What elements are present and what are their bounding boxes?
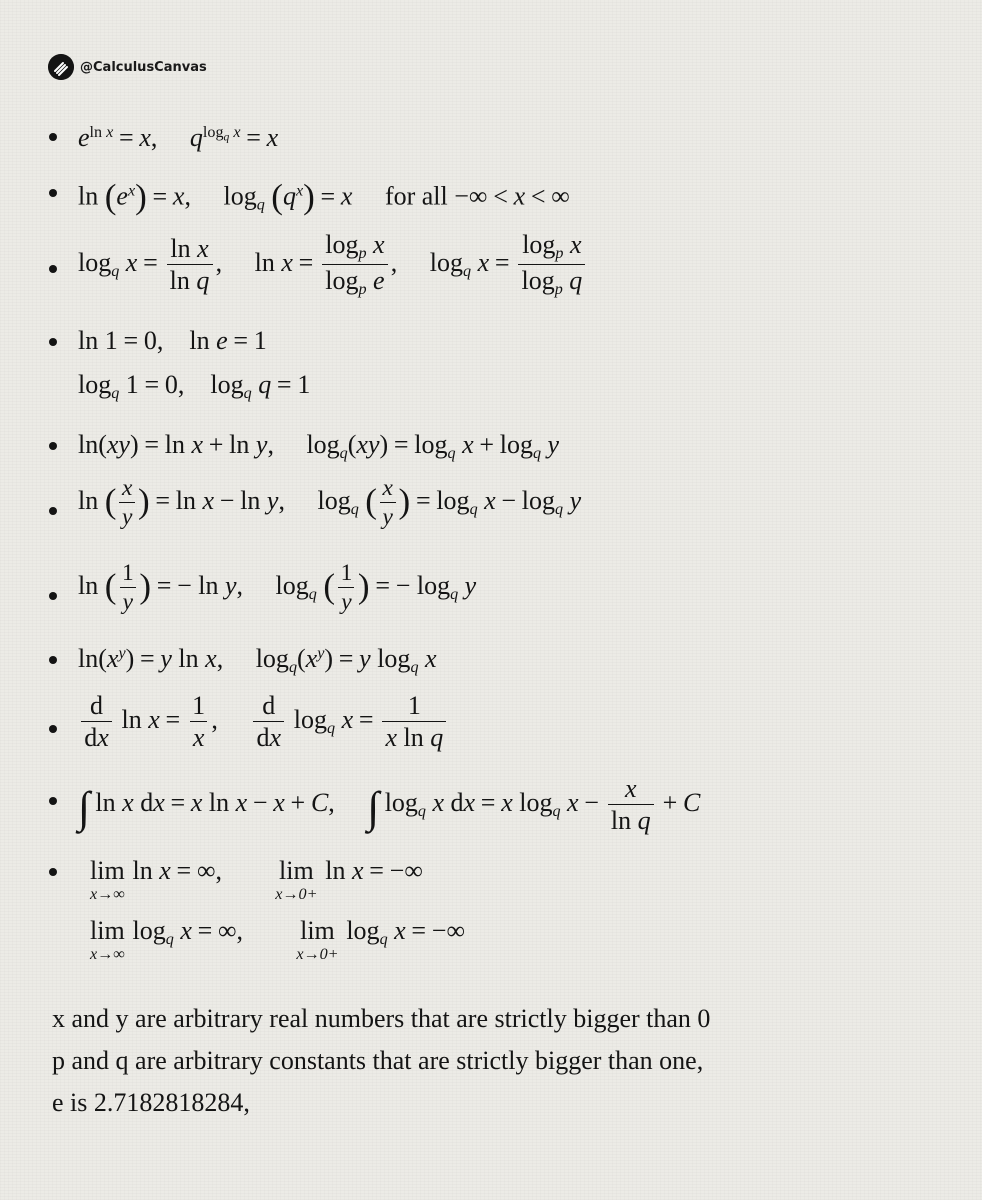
bullet xyxy=(49,592,57,600)
formula-product-rule: ln(xy) = ln x + ln y, $\log_q(xy) = \log_q x + \log_q y$ xyxy=(78,430,560,463)
formula-power-rule: $\ln(x^y) = y$ ln x, $\log_q(x^y) = y$ $\log_q x$ xyxy=(78,644,437,677)
brand xyxy=(48,54,207,80)
formula-reciprocal-rule: ln ( $\frac{1}{y}$ ) = − ln y, $\log_q$ ( $\frac{1}{y}$ ) = − $\log_q y$ xyxy=(78,560,477,615)
formula-integrals: ∫ ln x dx = x ln x − x + C, ∫ $\log_q x$ dx = x $\log_q x$ − $\frac{x}{\text{ln q}}$ + C xyxy=(78,774,701,835)
formula-special-values-ln: ln 1 = 0, ln e = 1 xyxy=(78,326,267,355)
bullet xyxy=(49,265,57,273)
formula-limits-ln: lim x→∞ ln x = ∞, lim x→0+ ln x = −∞ xyxy=(90,856,423,903)
bullet xyxy=(49,442,57,450)
note-line: p and q are arbitrary constants that are strictly bigger than one, xyxy=(52,1046,704,1075)
notes xyxy=(52,998,710,1124)
note-line: e is 2.7182818284, xyxy=(52,1088,250,1117)
bullet xyxy=(49,656,57,664)
formula-derivatives: $\frac{d}{dx}$ ln x = $\frac{1}{x}$ , $\frac{d}{dx}$ $\log_q x$ = $\frac{1}{\text{x ln q}}$ xyxy=(78,693,449,751)
bullet xyxy=(49,868,57,876)
pen-stripes-icon xyxy=(48,54,74,80)
formula-inverse-log: $\ln (e^x) = x$, $\log_q (q^x) = x$ for all −∞ < x < ∞ xyxy=(78,177,570,216)
formula-special-values-log: $\log_q 1 = 0$, $\log_q q = 1$ xyxy=(78,370,311,403)
condition-text: for all xyxy=(384,181,448,211)
bullet xyxy=(49,797,57,805)
bullet xyxy=(49,338,57,346)
formula-change-of-base: $\log_q x$ = $\frac{\text{ln x}}{\text{ln q}}$ , ln x = $\frac{\log_p x}{\log_p e}$ , $\log_q x$ = $\frac{\log_p x}{\log_p q}$ xyxy=(78,232,588,298)
bullet xyxy=(49,189,57,197)
bullet xyxy=(49,133,57,141)
formula-quotient-rule: ln ( $\frac{x}{y}$ ) = ln x − ln y, $\log_q$ ( $\frac{x}{y}$ ) = $\log_q x - \log_q y$ xyxy=(78,475,582,530)
bullet xyxy=(49,507,57,515)
formula-limits-log: lim x→∞ $\log_q x$ = ∞, lim x→0+ $\log_q x$ = −∞ xyxy=(90,916,465,963)
brand-handle: @CalculusCanvas xyxy=(80,59,207,75)
bullet xyxy=(49,725,57,733)
note-line: x and y are arbitrary real numbers that are strictly bigger than 0 xyxy=(52,1004,711,1033)
formula-inverse-exp: $e^{ln x} = x$, $q^{log_q x} = x$ xyxy=(78,123,279,152)
